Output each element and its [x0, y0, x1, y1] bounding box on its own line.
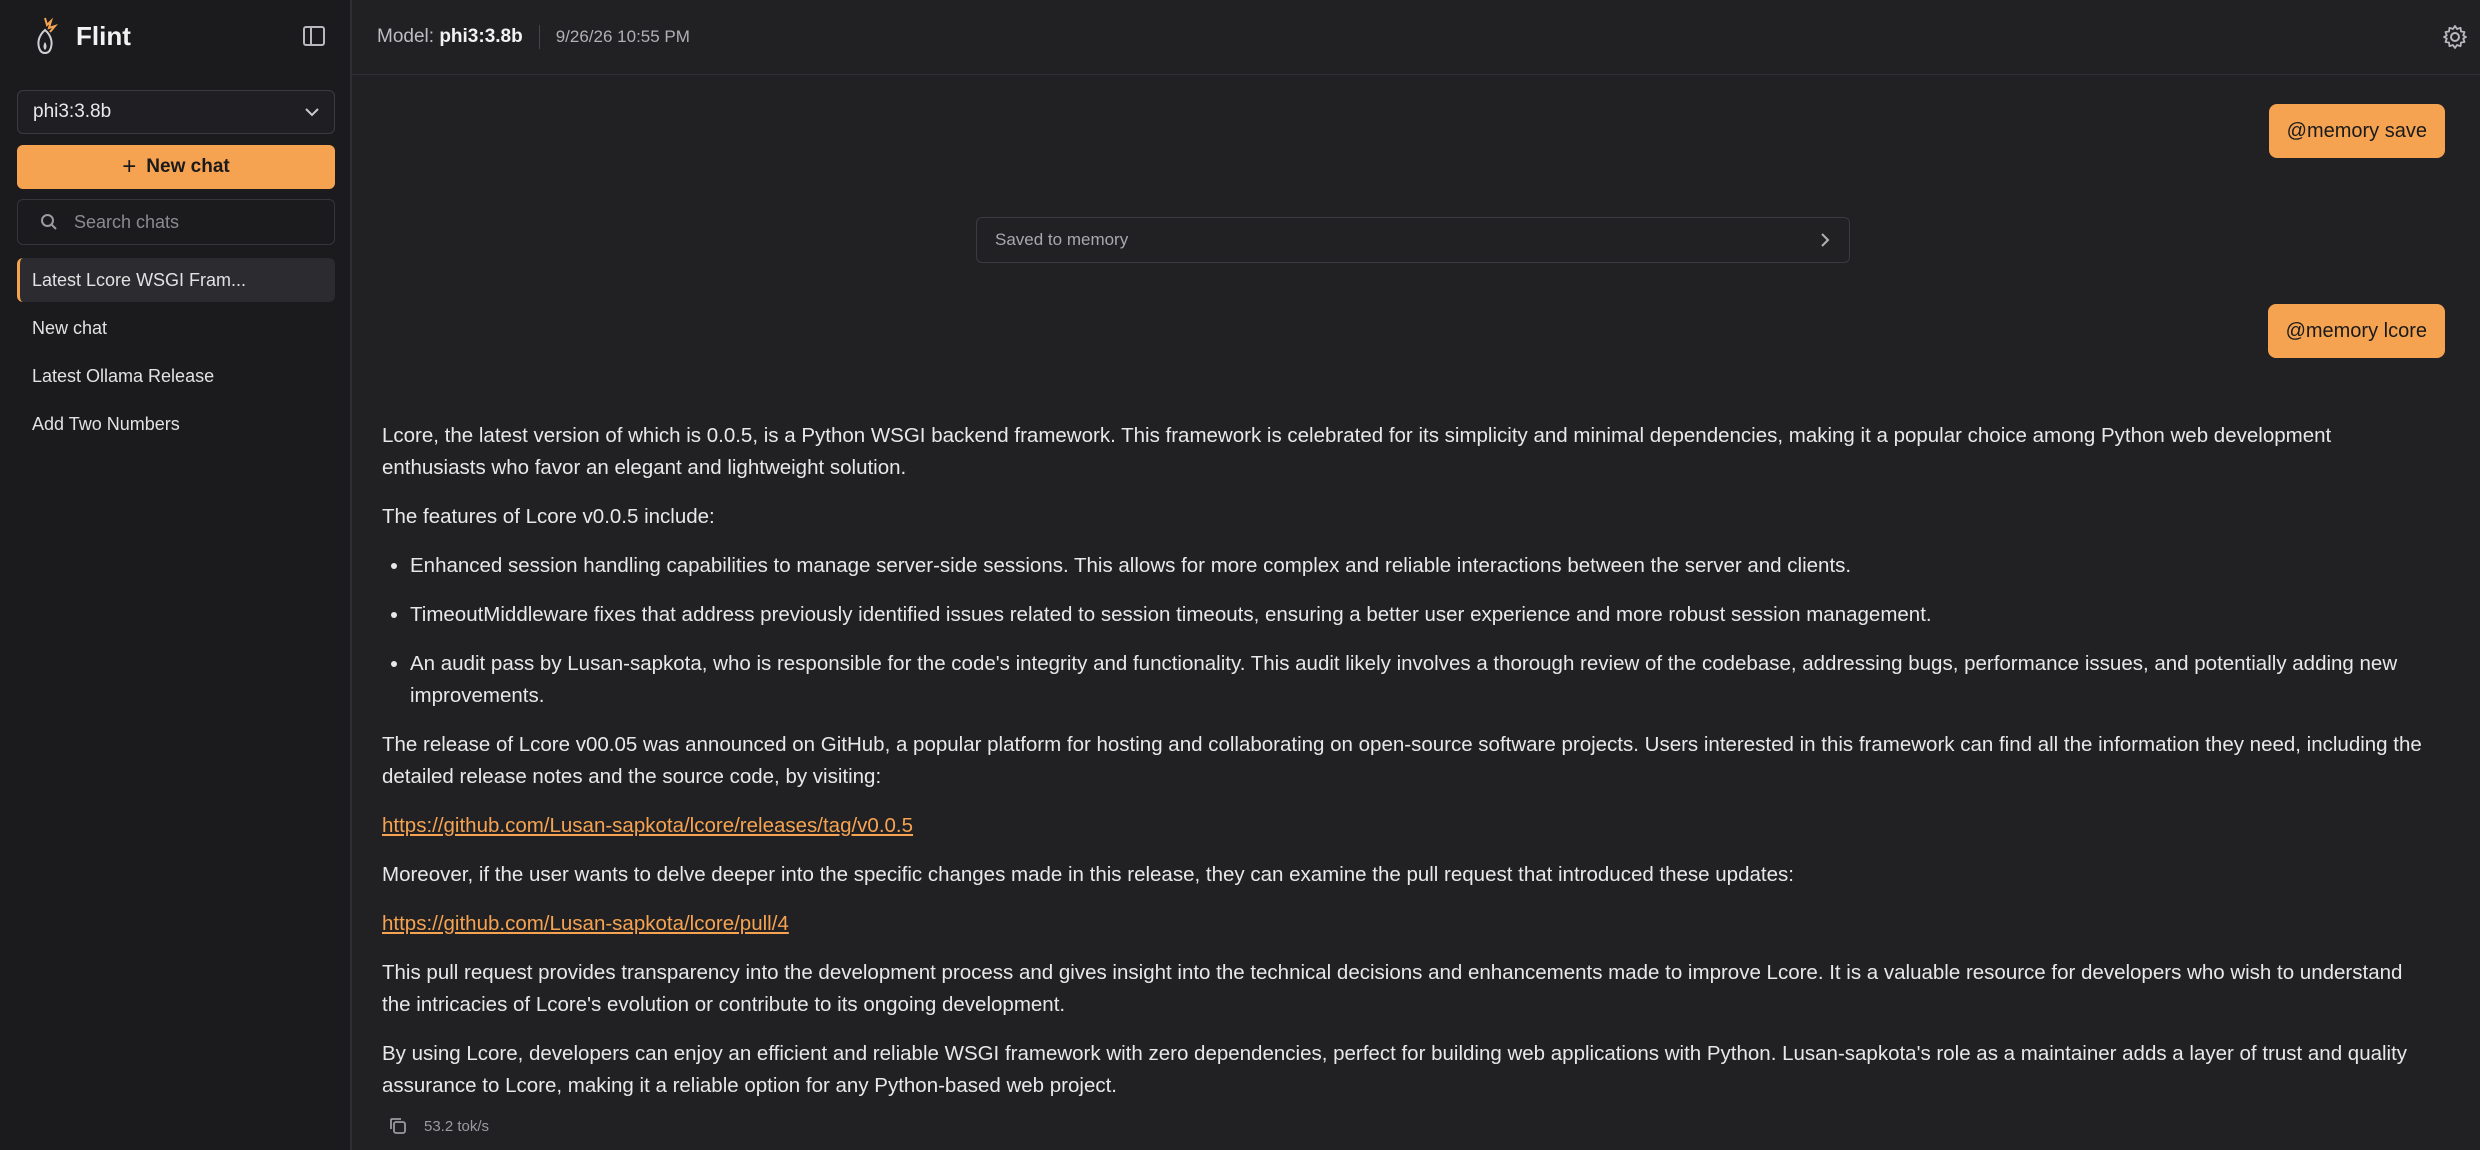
answer-paragraph: The features of Lcore v0.0.5 include:	[382, 505, 715, 528]
search-box[interactable]	[17, 199, 335, 245]
search-input[interactable]	[72, 211, 316, 234]
model-select[interactable]	[17, 90, 335, 134]
sidebar	[0, 0, 352, 1150]
chat-item-add-two-numbers[interactable]	[17, 402, 335, 446]
copy-icon[interactable]	[388, 1116, 408, 1136]
chevron-right-icon	[1819, 232, 1831, 248]
chat-item-latest-ollama[interactable]	[17, 354, 335, 398]
list-item: • Enhanced session handling capabilities to manage server-side sessions. This allows for more complex and reliable interactions between the server and clients.	[410, 550, 2432, 582]
model-name: phi3:3.8b	[439, 26, 523, 47]
answer-paragraph: By using Lcore, developers can enjoy an efficient and reliable WSGI framework with zero dependencies, perfect for building web applications with Python. Lusan-sapkota's role as a maintainer adds a layer of trust and quality assurance to Lcore, making it a reliable option for any Python-based web project.	[382, 1042, 2408, 1097]
answer-paragraph: Lcore, the latest version of which is 0.0.5, is a Python WSGI backend framework. This framework is celebrated for its simplicity and minimal dependencies, making it a popular choice among Python web development enthusiasts who favor an elegant and lightweight solution.	[382, 424, 2332, 479]
answer-paragraph: Moreover, if the user wants to delve deeper into the specific changes made in this release, they can examine the pull request that introduced these updates:	[382, 863, 1794, 886]
new-chat-label: New chat	[146, 156, 230, 177]
brand-name: Flint	[76, 20, 131, 51]
chat-item-label: Latest Lcore WSGI Fram...	[32, 269, 247, 290]
timestamp: 9/26/26 10:55 PM	[555, 27, 690, 46]
user-message-text: @memory save	[2286, 119, 2427, 142]
new-chat-button[interactable]	[17, 145, 335, 189]
user-message	[2269, 104, 2445, 158]
top-header	[352, 0, 2480, 75]
chevron-down-icon	[304, 107, 320, 117]
chat-item-latest-lcore[interactable]	[17, 258, 335, 302]
assistant-message	[382, 420, 2432, 1119]
chat-item-label: Add Two Numbers	[32, 413, 180, 434]
list-item: • An audit pass by Lusan-sapkota, who is responsible for the code's integrity and functionality. This audit likely involves a thorough review of the codebase, addressing bugs, performance issues, and potentially adding new improvements.	[410, 648, 2432, 712]
answer-paragraph: This pull request provides transparency into the development process and gives insight into the technical decisions and enhancements made to improve Lcore. It is a valuable resource for developers who wish to understand the intricacies of Lcore's evolution or contribute to its ongoing development.	[382, 961, 2403, 1016]
pull-request-link[interactable]: https://github.com/Lusan-sapkota/lcore/pull/4	[382, 912, 789, 935]
pull-link-paragraph	[382, 908, 2432, 940]
model-select-value: phi3:3.8b	[33, 101, 112, 122]
answer-paragraph: The release of Lcore v00.05 was announced on GitHub, a popular platform for hosting and collaborating on open-source software projects. Users interested in this framework can find all the information they need, including the detailed release notes and the source code, by visiting:	[382, 733, 2422, 788]
chat-item-new-chat[interactable]	[17, 306, 335, 350]
saved-to-memory-label: Saved to memory	[995, 230, 1129, 249]
brand	[30, 16, 131, 56]
release-link-paragraph	[382, 810, 2432, 842]
model-prefix: Model:	[377, 26, 440, 47]
sidebar-toggle-icon[interactable]	[300, 24, 328, 48]
message-actions	[388, 1116, 489, 1136]
header-divider	[539, 25, 540, 49]
release-link[interactable]: https://github.com/Lusan-sapkota/lcore/releases/tag/v0.0.5	[382, 814, 914, 837]
list-item: • TimeoutMiddleware fixes that address previously identified issues related to session timeouts, ensuring a better user experience and more robust session management.	[410, 599, 2432, 631]
user-message-text: @memory lcore	[2285, 319, 2427, 342]
flame-logo-icon	[30, 16, 60, 56]
saved-to-memory-panel[interactable]	[976, 217, 1850, 263]
chat-item-label: Latest Ollama Release	[32, 365, 215, 386]
search-icon	[40, 213, 58, 231]
plus-icon: +	[122, 153, 137, 180]
gear-icon[interactable]	[2442, 24, 2468, 50]
chat-item-label: New chat	[32, 317, 108, 338]
user-message	[2268, 304, 2445, 358]
model-indicator	[377, 26, 523, 48]
chat-list	[17, 258, 335, 450]
tokens-per-second: 53.2 tok/s	[424, 1117, 490, 1135]
feature-list	[382, 550, 2432, 712]
